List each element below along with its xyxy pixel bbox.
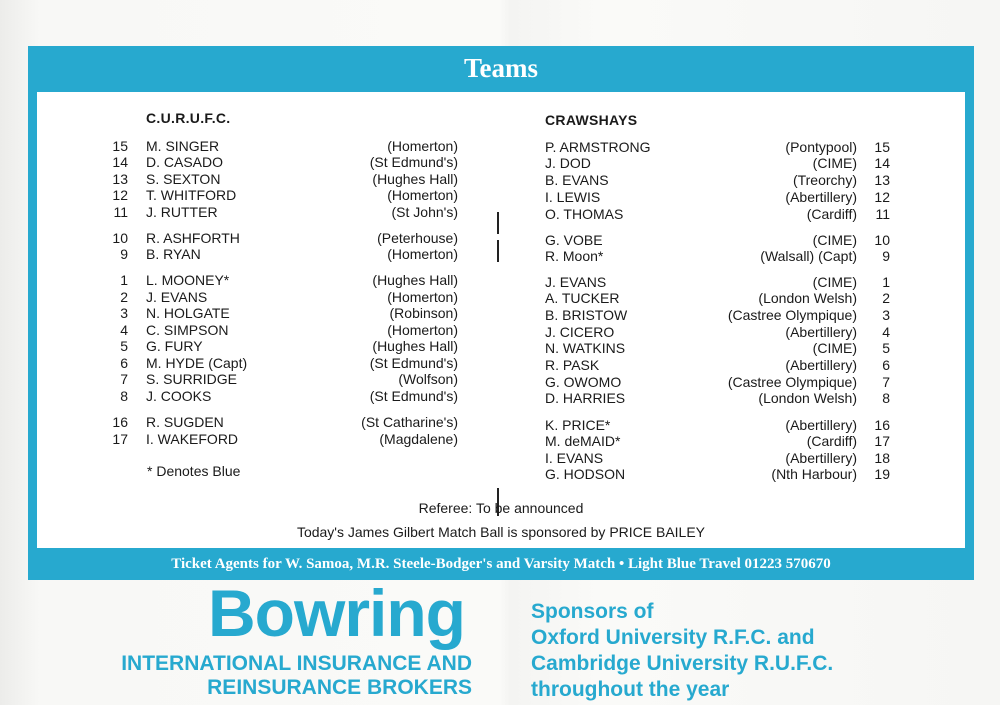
tagline-line-1: INTERNATIONAL INSURANCE AND — [121, 652, 472, 675]
player-name: T. WHITFORD — [146, 187, 237, 203]
player-number: 12 — [874, 189, 890, 205]
player-club: (Treorchy) — [792, 172, 857, 188]
player-club: (Wolfson) — [398, 371, 458, 387]
player-number: 8 — [120, 388, 128, 404]
player-club: (Cardiff) — [806, 206, 857, 222]
player-number: 3 — [120, 305, 128, 321]
player-club: (Abertillery) — [785, 450, 857, 466]
player-name: M. deMAID* — [545, 433, 621, 449]
player-number: 7 — [120, 371, 128, 387]
player-club: (Hughes Hall) — [372, 272, 458, 288]
player-number: 6 — [882, 357, 890, 373]
player-number: 13 — [112, 171, 128, 187]
player-club: (CIME) — [812, 274, 857, 290]
player-name: S. SEXTON — [146, 171, 221, 187]
player-club: (Castree Olympique) — [727, 374, 857, 390]
player-number: 13 — [874, 172, 890, 188]
referee-line: Referee: To be announced — [418, 500, 584, 516]
player-number: 5 — [882, 340, 890, 356]
player-number: 19 — [874, 466, 890, 482]
player-name: B. RYAN — [146, 246, 201, 262]
player-number: 15 — [112, 138, 128, 154]
player-name: P. ARMSTRONG — [545, 139, 651, 155]
player-number: 9 — [882, 248, 890, 264]
broker-tagline — [60, 652, 472, 700]
player-club: (Abertillery) — [785, 357, 857, 373]
player-name: S. SURRIDGE — [146, 371, 238, 387]
player-club: (Homerton) — [387, 187, 458, 203]
player-club: (Homerton) — [387, 322, 458, 338]
player-club: (Walsall) (Capt) — [760, 248, 857, 264]
player-club: (London Welsh) — [758, 390, 857, 406]
player-number: 12 — [112, 187, 128, 203]
player-name: G. FURY — [146, 338, 203, 354]
player-name: R. ASHFORTH — [146, 230, 240, 246]
player-number: 17 — [874, 433, 890, 449]
home-team-title: C.U.R.U.F.C. — [146, 110, 231, 126]
player-number: 17 — [112, 431, 128, 447]
player-name: O. THOMAS — [545, 206, 624, 222]
player-number: 9 — [120, 246, 128, 262]
player-number: 14 — [874, 155, 890, 171]
player-club: (St Edmund's) — [369, 388, 458, 404]
player-number: 16 — [874, 417, 890, 433]
player-number: 5 — [120, 338, 128, 354]
player-name: K. PRICE* — [545, 417, 611, 433]
bowring-logo: Bowring — [208, 576, 465, 650]
player-name: M. HYDE (Capt) — [146, 355, 248, 371]
player-name: J. EVANS — [545, 274, 607, 290]
player-number: 7 — [882, 374, 890, 390]
player-name: J. COOKS — [146, 388, 212, 404]
fold-mark — [497, 212, 499, 234]
player-name: B. EVANS — [545, 172, 609, 188]
player-number: 15 — [874, 139, 890, 155]
player-club: (Hughes Hall) — [372, 338, 458, 354]
player-name: R. Moon* — [545, 248, 604, 264]
player-club: (Nth Harbour) — [771, 466, 857, 482]
player-name: R. PASK — [545, 357, 600, 373]
player-club: (St Edmund's) — [369, 154, 458, 170]
player-club: (Castree Olympique) — [727, 307, 857, 323]
player-club: (Homerton) — [387, 138, 458, 154]
player-number: 4 — [882, 324, 890, 340]
player-club: (St Catharine's) — [361, 414, 458, 430]
player-club: (CIME) — [812, 232, 857, 248]
sponsor-line-4: throughout the year — [531, 678, 730, 701]
player-name: I. LEWIS — [545, 189, 601, 205]
player-name: G. HODSON — [545, 466, 626, 482]
player-name: G. VOBE — [545, 232, 603, 248]
player-club: (Cardiff) — [806, 433, 857, 449]
player-name: C. SIMPSON — [146, 322, 229, 338]
player-name: B. BRISTOW — [545, 307, 628, 323]
matchball-line: Today's James Gilbert Match Ball is sponsored by PRICE BAILEY — [296, 524, 706, 540]
player-number: 4 — [120, 322, 128, 338]
player-name: I. WAKEFORD — [146, 431, 239, 447]
player-number: 18 — [874, 450, 890, 466]
player-name: J. RUTTER — [146, 204, 218, 220]
player-number: 10 — [112, 230, 128, 246]
player-name: N. WATKINS — [545, 340, 626, 356]
player-number: 8 — [882, 390, 890, 406]
player-number: 16 — [112, 414, 128, 430]
player-number: 11 — [113, 204, 128, 220]
player-club: (Robinson) — [389, 305, 458, 321]
player-number: 11 — [875, 206, 890, 222]
player-name: G. OWOMO — [545, 374, 622, 390]
player-club: (St John's) — [391, 204, 458, 220]
player-club: (Abertillery) — [785, 417, 857, 433]
player-name: J. EVANS — [146, 289, 208, 305]
player-name: R. SUGDEN — [146, 414, 224, 430]
player-name: N. HOLGATE — [146, 305, 230, 321]
player-club: (Abertillery) — [785, 189, 857, 205]
player-number: 3 — [882, 307, 890, 323]
player-name: D. HARRIES — [545, 390, 626, 406]
player-club: (Peterhouse) — [377, 230, 458, 246]
sponsor-line-2: Oxford University R.F.C. and — [531, 626, 815, 649]
player-number: 10 — [874, 232, 890, 248]
sponsor-line-1: Sponsors of — [531, 600, 654, 623]
player-number: 14 — [112, 154, 128, 170]
player-club: (Pontypool) — [785, 139, 857, 155]
blue-note: * Denotes Blue — [147, 463, 241, 479]
sponsor-line-3: Cambridge University R.U.F.C. — [531, 652, 834, 675]
player-club: (CIME) — [812, 155, 857, 171]
sponsor-text — [531, 599, 833, 703]
tagline-line-2: REINSURANCE BROKERS — [207, 676, 472, 699]
player-number: 1 — [120, 272, 128, 288]
player-club: (Magdalene) — [379, 431, 458, 447]
player-name: J. DOD — [545, 155, 591, 171]
player-number: 1 — [882, 274, 890, 290]
fold-mark — [497, 240, 499, 262]
page-title: Teams — [463, 53, 538, 83]
player-name: J. CICERO — [545, 324, 615, 340]
player-club: (London Welsh) — [758, 290, 857, 306]
player-name: M. SINGER — [146, 138, 220, 154]
player-club: (St Edmund's) — [369, 355, 458, 371]
away-team-title: CRAWSHAYS — [545, 112, 638, 128]
player-name: D. CASADO — [146, 154, 224, 170]
ticket-agents-footer: Ticket Agents for W. Samoa, M.R. Steele-Bodger's and Varsity Match • Light Blue Travel 01223 570670 — [171, 556, 831, 572]
player-name: A. TUCKER — [545, 290, 620, 306]
player-club: (Homerton) — [387, 246, 458, 262]
player-club: (CIME) — [812, 340, 857, 356]
player-number: 6 — [120, 355, 128, 371]
player-name: L. MOONEY* — [146, 272, 230, 288]
player-club: (Homerton) — [387, 289, 458, 305]
player-number: 2 — [882, 290, 890, 306]
player-name: I. EVANS — [545, 450, 604, 466]
player-club: (Hughes Hall) — [372, 171, 458, 187]
player-club: (Abertillery) — [785, 324, 857, 340]
player-number: 2 — [120, 289, 128, 305]
